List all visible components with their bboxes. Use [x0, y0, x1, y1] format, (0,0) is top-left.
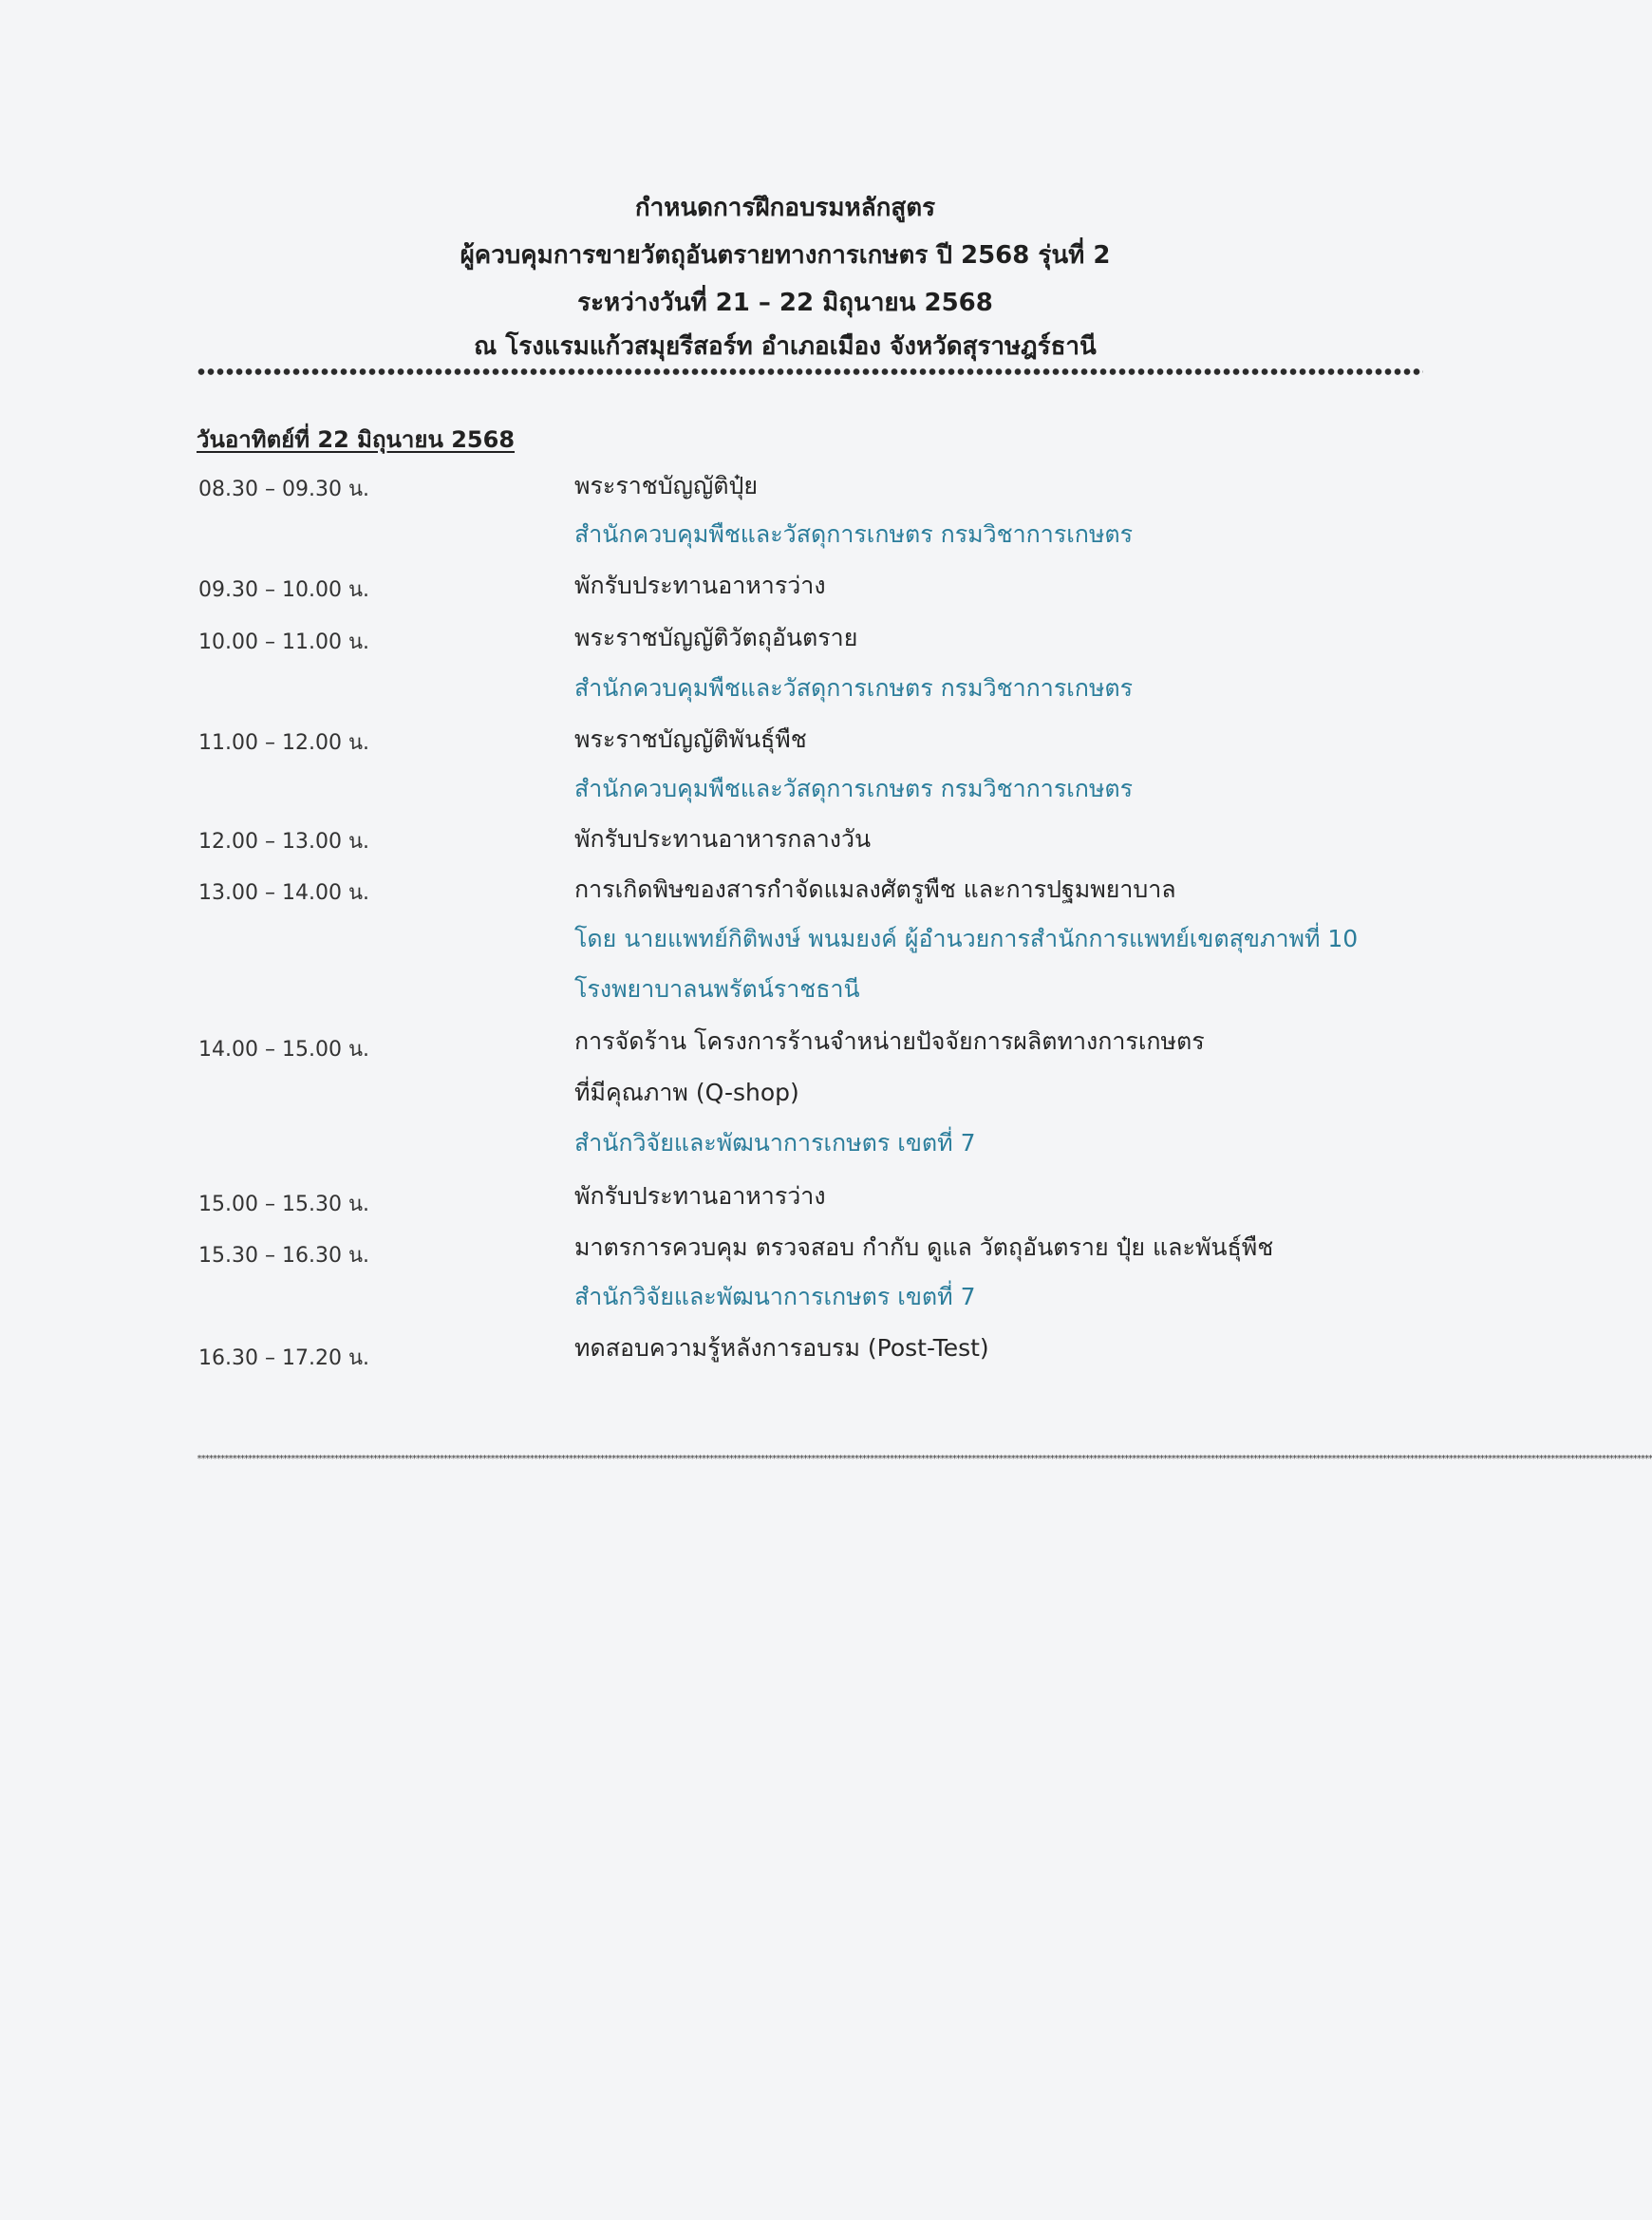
schedule-time: 13.00 – 14.00 น.: [198, 881, 369, 905]
schedule-topic: การจัดร้าน โครงการร้านจำหน่ายปัจจัยการผลิตทางการเกษตร: [574, 1027, 1205, 1055]
schedule-speaker-affiliation: โรงพยาบาลนพรัตน์ราชธานี: [574, 975, 860, 1003]
schedule-organizer: สำนักควบคุมพืชและวัสดุการเกษตร กรมวิชาการเกษตร: [574, 674, 1134, 702]
schedule-speaker: โดย นายแพทย์กิติพงษ์ พนมยงค์ ผู้อำนวยการสำนักการแพทย์เขตสุขภาพที่ 10: [574, 925, 1359, 952]
schedule-topic: การเกิดพิษของสารกำจัดแมลงศัตรูพืช และการปฐมพยาบาล: [574, 875, 1176, 903]
schedule-topic: พระราชบัญญัติปุ๋ย: [574, 472, 758, 499]
schedule-topic-continued: ที่มีคุณภาพ (Q-shop): [574, 1079, 799, 1106]
schedule-topic: ทดสอบความรู้หลังการอบรม (Post-Test): [574, 1334, 989, 1362]
schedule-time: 15.00 – 15.30 น.: [198, 1193, 369, 1216]
schedule-organizer: สำนักควบคุมพืชและวัสดุการเกษตร กรมวิชาการเกษตร: [574, 520, 1134, 548]
schedule-topic: พักรับประทานอาหารว่าง: [574, 1182, 826, 1210]
schedule-time: 09.30 – 10.00 น.: [198, 578, 369, 602]
schedule-organizer: สำนักควบคุมพืชและวัสดุการเกษตร กรมวิชาการเกษตร: [574, 775, 1134, 802]
schedule-topic: มาตรการควบคุม ตรวจสอบ กำกับ ดูแล วัตถุอันตราย ปุ๋ย และพันธุ์พืช: [574, 1233, 1274, 1261]
course-dates: ระหว่างวันที่ 21 – 22 มิถุนายน 2568: [577, 289, 993, 317]
schedule-time: 12.00 – 13.00 น.: [198, 830, 369, 854]
schedule-topic: พักรับประทานอาหารกลางวัน: [574, 825, 872, 853]
schedule-time: 08.30 – 09.30 น.: [198, 478, 369, 501]
schedule-time: 14.00 – 15.00 น.: [198, 1038, 369, 1062]
schedule-organizer: สำนักวิจัยและพัฒนาการเกษตร เขตที่ 7: [574, 1283, 976, 1310]
asterisk-divider: ************************************************************************************************************************************************************************************************************************************************************************************************************************************************************************************: [197, 1454, 1652, 1464]
schedule-time: 11.00 – 12.00 น.: [198, 731, 369, 755]
day-heading: วันอาทิตย์ที่ 22 มิถุนายน 2568: [197, 426, 516, 453]
course-venue: ณ โรงแรมแก้วสมุยรีสอร์ท อำเภอเมือง จังหวัดสุราษฎร์ธานี: [474, 332, 1097, 361]
document-title: กำหนดการฝึกอบรมหลักสูตร: [634, 194, 936, 222]
schedule-topic: พักรับประทานอาหารว่าง: [574, 572, 826, 599]
schedule-topic: พระราชบัญญัติพันธุ์พืช: [574, 725, 807, 753]
schedule-topic: พระราชบัญญัติวัตถุอันตราย: [574, 624, 858, 651]
schedule-time: 10.00 – 11.00 น.: [198, 630, 369, 654]
schedule-time: 15.30 – 16.30 น.: [198, 1244, 369, 1268]
schedule-time: 16.30 – 17.20 น.: [198, 1346, 369, 1370]
schedule-organizer: สำนักวิจัยและพัฒนาการเกษตร เขตที่ 7: [574, 1129, 976, 1157]
course-name: ผู้ควบคุมการขายวัตถุอันตรายทางการเกษตร ปี 2568 รุ่นที่ 2: [460, 241, 1111, 270]
